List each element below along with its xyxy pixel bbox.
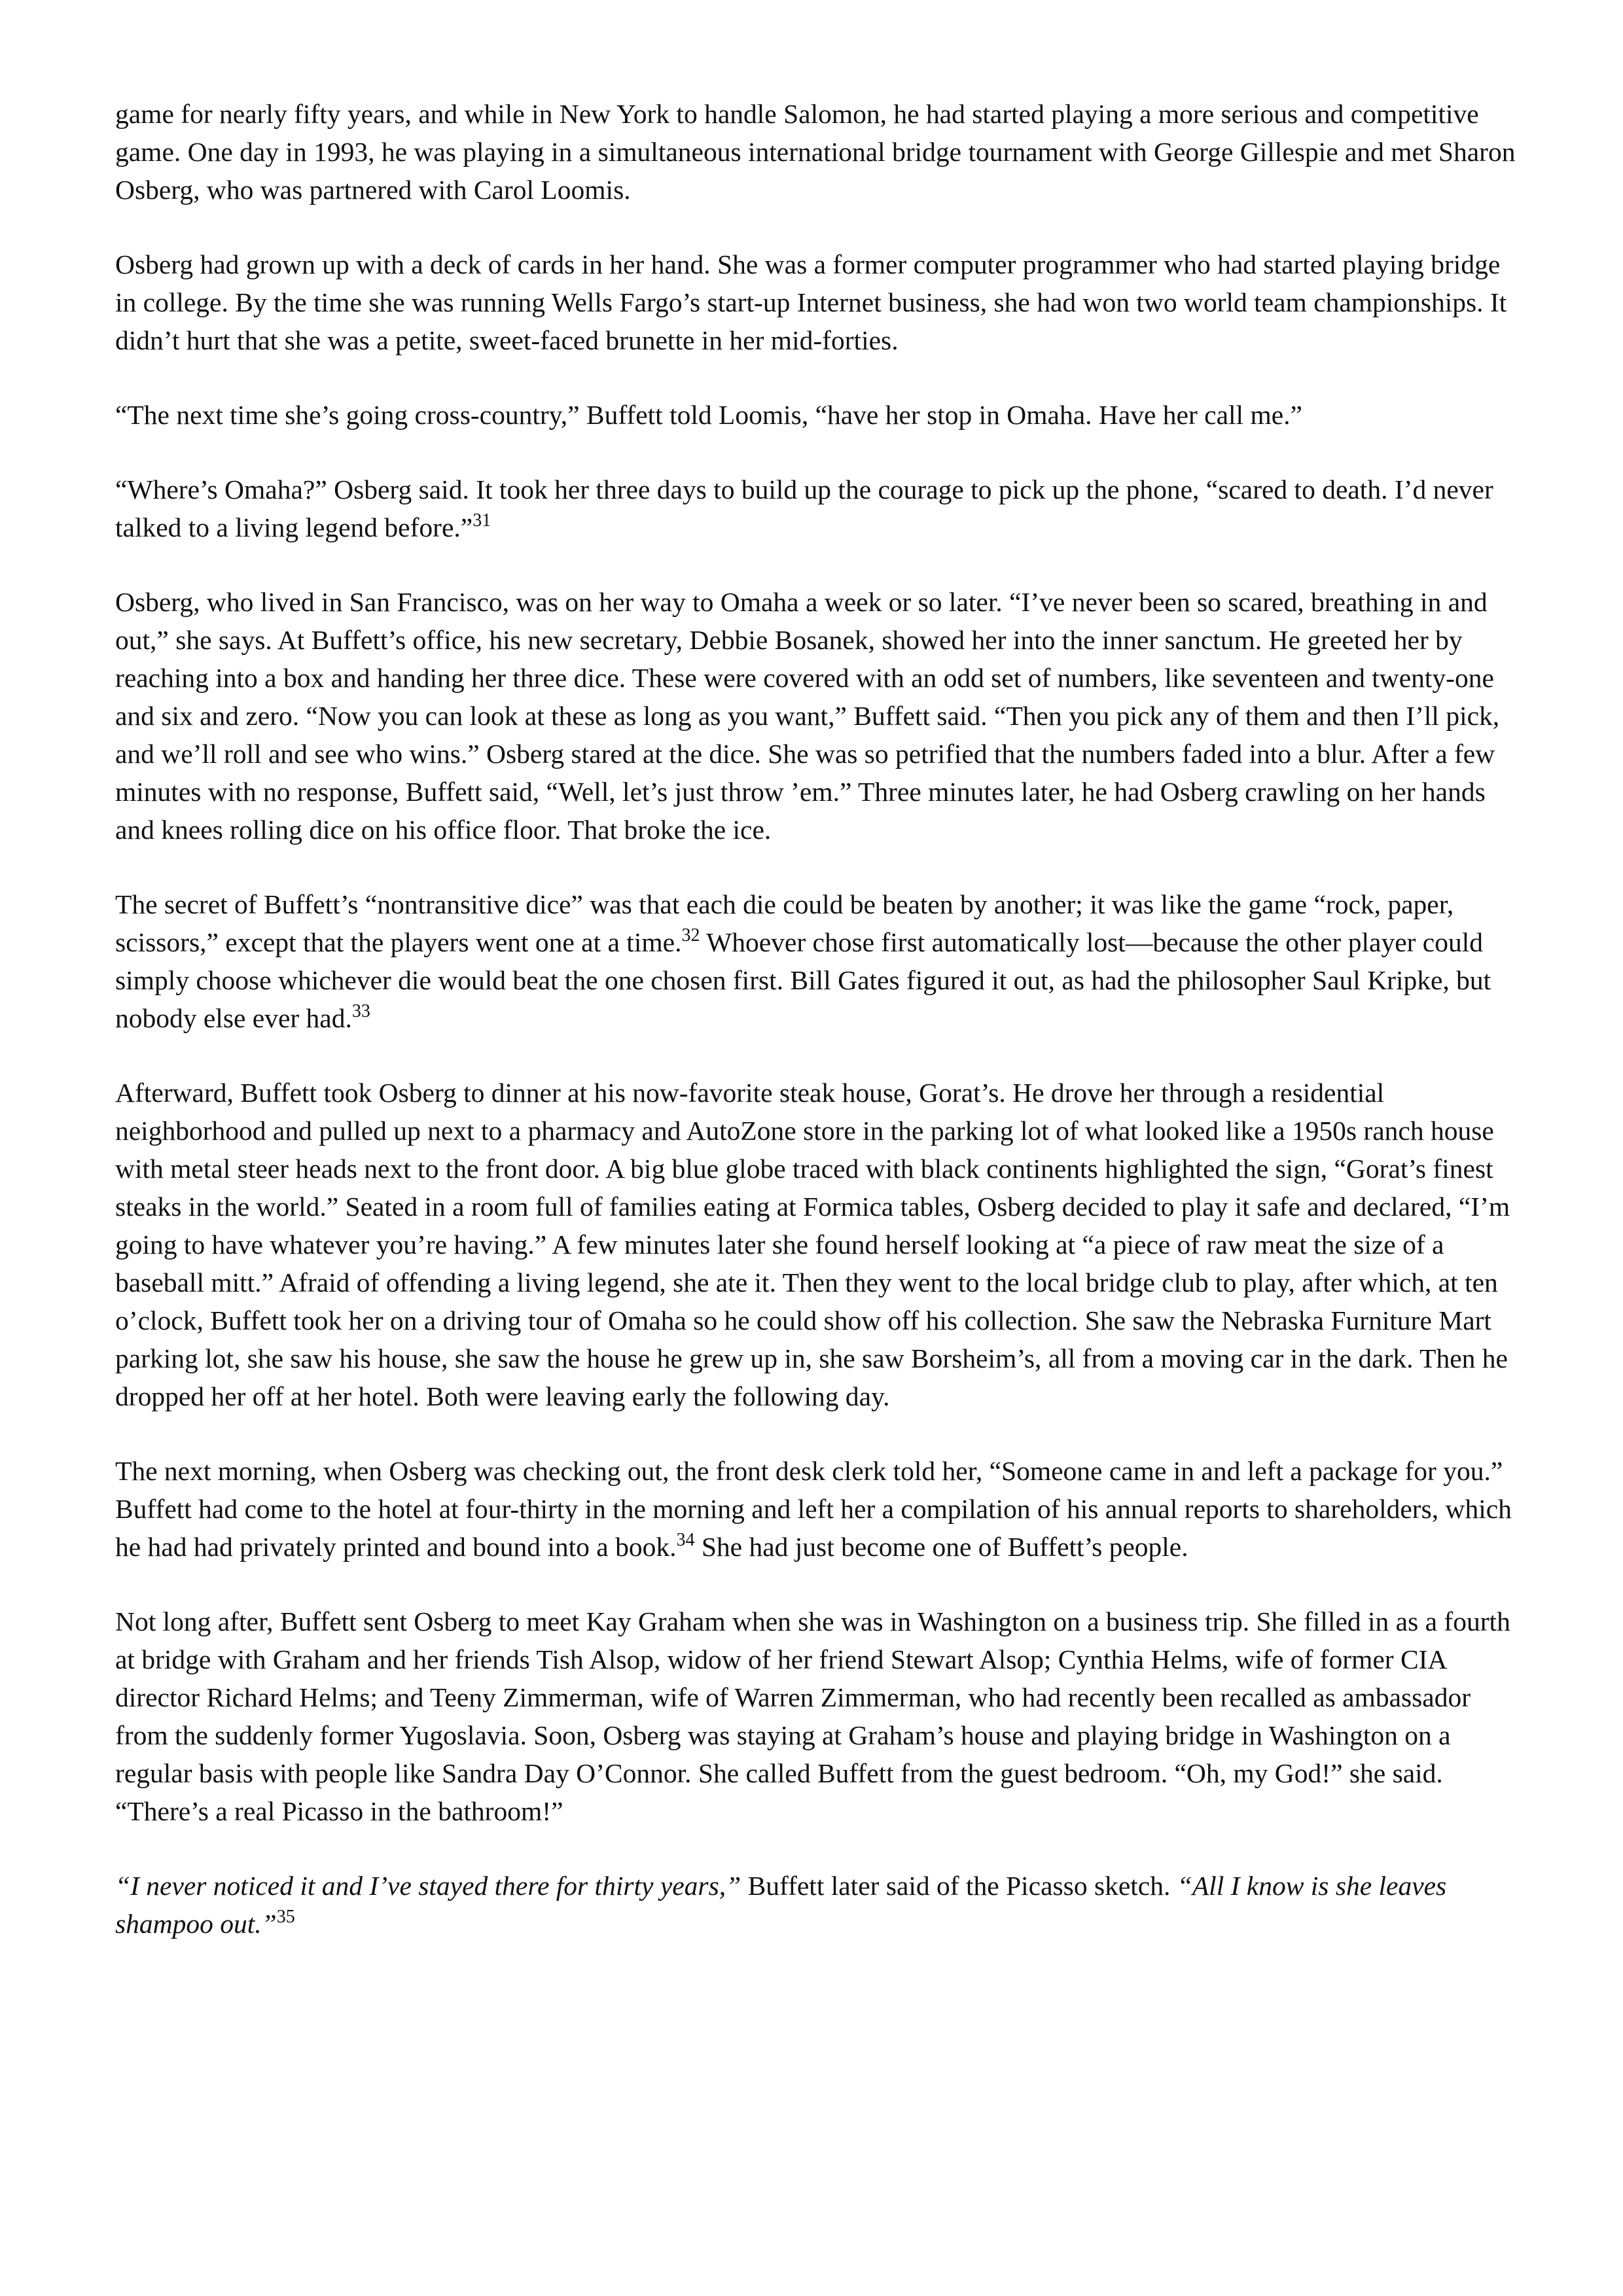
paragraph-text: Buffett later said of the Picasso sketch. [741,1871,1177,1901]
footnote-marker: 35 [276,1907,295,1927]
paragraph-text: Osberg had grown up with a deck of cards in her hand. She was a former computer programmer who had started playing bridge in college. By the time she was running Wells Fargo’s start-up Internet business, she had won two world team championships. It didn’t hurt that she was a petite, sweet-faced brunette in her mid-forties. [115,249,1507,355]
paragraph [115,95,1525,209]
paragraph [115,245,1525,359]
footnote-marker: 33 [351,1001,370,1021]
paragraph-text: Osberg, who lived in San Francisco, was on her way to Omaha a week or so later. “I’ve never been so scared, breathing in and out,” she says. At Buffett’s office, his new secretary, Debbie Bosanek, showed her into the inner sanctum. He greeted her by reaching into a box and handing her three dice. These were covered with an odd set of numbers, like seventeen and twenty-one and six and zero. “Now you can look at these as long as you want,” Buffett said. “Then you pick any of them and then I’ll pick, and we’ll roll and see who wins.” Osberg stared at the dice. She was so petrified that the numbers faded into a blur. After a few minutes with no response, Buffett said, “Well, let’s just throw ’em.” Three minutes later, he had Osberg crawling on her hands and knees rolling dice on his office floor. That broke the ice. [115,587,1500,845]
paragraph-text: The next morning, when Osberg was checking out, the front desk clerk told her, “Someone came in and left a package for you.” Buffett had come to the hotel at four-thirty in the morning and left her a compilation of his annual reports to shareholders, which he had had privately printed and bound into a book. [115,1456,1512,1562]
paragraph [115,1074,1525,1415]
paragraph [115,583,1525,849]
paragraph-text: “The next time she’s going cross-country,” Buffett told Loomis, “have her stop in Omaha. Have her call me.” [115,400,1302,430]
footnote-marker: 34 [676,1530,695,1550]
paragraph [115,1602,1525,1830]
paragraph [115,470,1525,546]
paragraph [115,1452,1525,1566]
paragraph [115,885,1525,1037]
footnote-marker: 31 [473,510,491,531]
paragraph-text: game for nearly fifty years, and while in New York to handle Salomon, he had started playing a more serious and competitive game. One day in 1993, he was playing in a simultaneous international bridge tournament with George Gillespie and met Sharon Osberg, who was partnered with Carol Loomis. [115,99,1516,205]
paragraph [115,396,1525,434]
paragraph-text: Afterward, Buffett took Osberg to dinner at his now-favorite steak house, Gorat’s. He drove her through a residential neighborhood and pulled up next to a pharmacy and AutoZone store in the parking lot of what looked like a 1950s ranch house with metal steer heads next to the front door. A big blue globe traced with black continents highlighted the sign, “Gorat’s finest steaks in the world.” Seated in a room full of families eating at Formica tables, Osberg decided to play it safe and declared, “I’m going to have whatever you’re having.” A few minutes later she found herself looking at “a piece of raw meat the size of a baseball mitt.” Afraid of offending a living legend, she ate it. Then they went to the local bridge club to play, after which, at ten o’clock, Buffett took her on a driving tour of Omaha so he could show off his collection. She saw the Nebraska Furniture Mart parking lot, she saw his house, she saw the house he grew up in, she saw Borsheim’s, all from a moving car in the dark. Then he dropped her off at her hotel. Both were leaving early the following day. [115,1078,1510,1411]
paragraph-text: Whoever chose first automatically lost—because the other player could simply choose whichever die would beat the one chosen first. Bill Gates figured it out, as had the philosopher Saul Kripke, but nobody else ever had. [115,927,1491,1033]
paragraph-text: She had just become one of Buffett’s people. [694,1532,1188,1562]
footnote-marker: 32 [681,925,700,945]
paragraph-text: “Where’s Omaha?” Osberg said. It took her three days to build up the courage to pick up the phone, “scared to death. I’d never talked to a living legend before.” [115,474,1493,542]
paragraph [115,1867,1525,1943]
paragraph-text: The secret of Buffett’s “nontransitive dice” was that each die could be beaten by another; it was like the game “rock, paper, scissors,” except that the players went one at a time. [115,889,1454,957]
paragraph-text: Not long after, Buffett sent Osberg to meet Kay Graham when she was in Washington on a business trip. She filled in as a fourth at bridge with Graham and her friends Tish Alsop, widow of her friend Stewart Alsop; Cynthia Helms, wife of former CIA director Richard Helms; and Teeny Zimmerman, wife of Warren Zimmerman, who had recently been recalled as ambassador from the suddenly former Yugoslavia. Soon, Osberg was staying at Graham’s house and playing bridge in Washington on a regular basis with people like Sandra Day O’Connor. She called Buffett from the guest bedroom. “Oh, my God!” she said. “There’s a real Picasso in the bathroom!” [115,1606,1510,1826]
italic-quote: “All I know is she leaves shampoo out.” [115,1871,1447,1939]
italic-quote: “I never noticed it and I’ve stayed there for thirty years,” [115,1871,741,1901]
